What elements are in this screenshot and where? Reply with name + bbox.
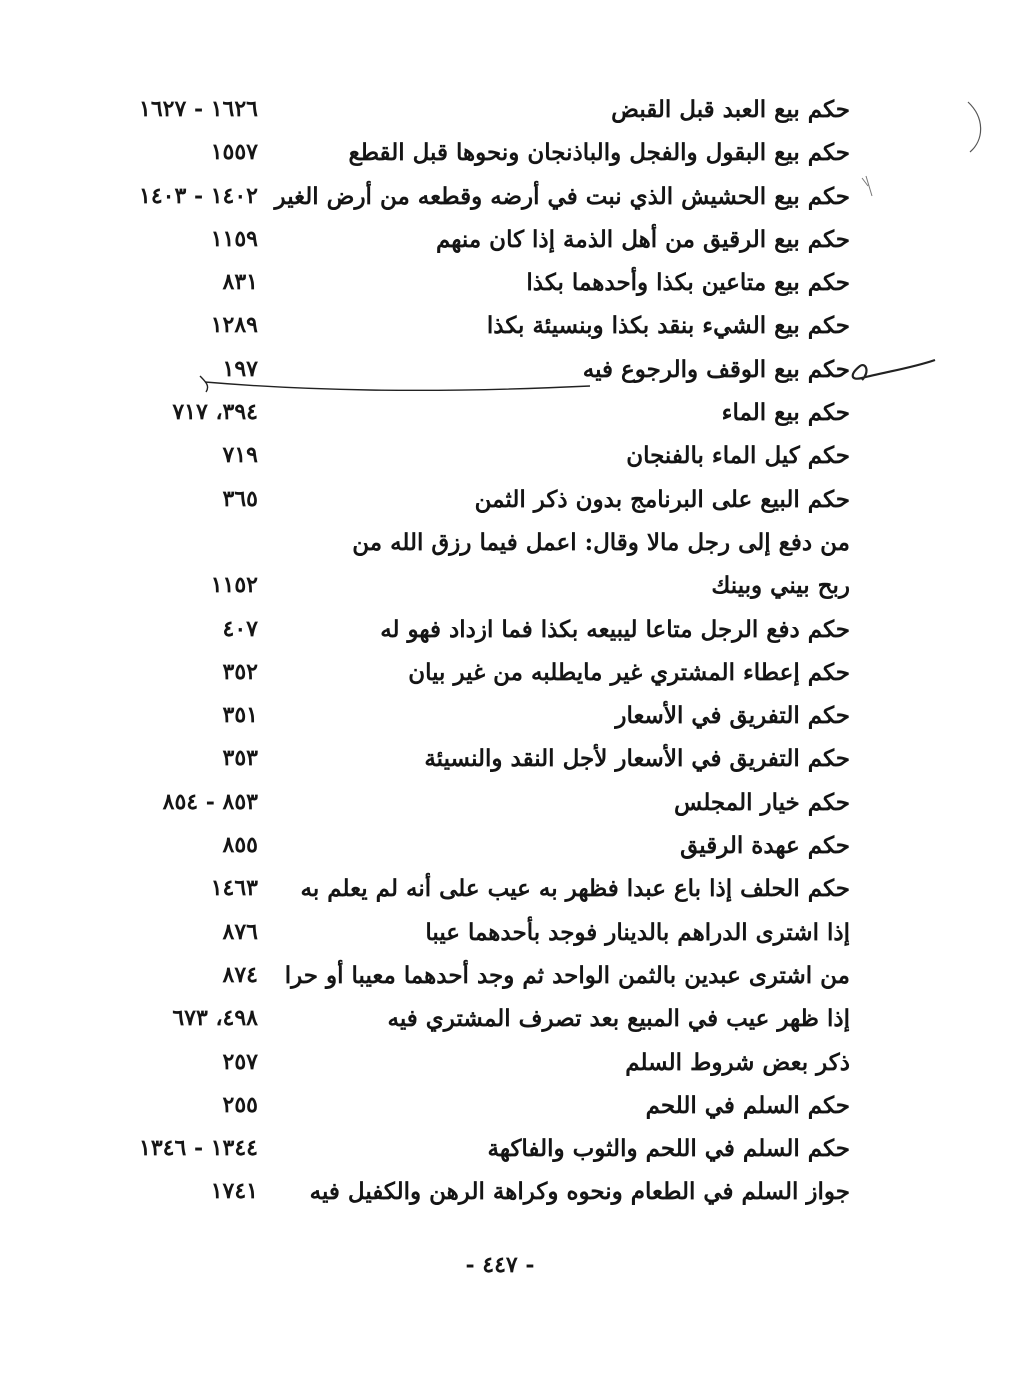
entry-topic: حكم بيع الشيء بنقد بكذا وبنسيئة بكذا <box>486 312 850 340</box>
margin-bracket-mark <box>968 102 981 152</box>
index-entry <box>130 348 850 391</box>
entry-page-refs: ١٥٥٧ <box>210 139 258 166</box>
index-entry <box>130 911 850 954</box>
entry-page-refs: ٨٥٣ - ٨٥٤ <box>162 788 258 815</box>
entry-topic: من اشترى عبدين بالثمن الواحد ثم وجد أحدهما معيبا أو حرا <box>284 961 850 989</box>
entry-page-refs: ١٢٨٩ <box>210 312 258 339</box>
margin-arrow-mark <box>853 360 935 380</box>
index-entry <box>130 131 850 174</box>
entry-page-refs: ٣٥١ <box>222 702 258 729</box>
index-entry <box>130 304 850 347</box>
entry-topic: حكم السلم في اللحم <box>645 1091 850 1119</box>
margin-scribble-mark <box>862 176 872 196</box>
entry-topic: حكم بيع متاعين بكذا وأحدهما بكذا <box>526 269 850 297</box>
entry-page-refs: ٤٠٧ <box>222 615 258 642</box>
entry-page-refs: ٧١٩ <box>222 442 258 469</box>
entry-topic: حكم بيع الحشيش الذي نبت في أرضه وقطعه من أرض الغير <box>274 182 850 210</box>
entry-page-refs: ٣٥٢ <box>222 658 258 685</box>
entry-topic: حكم عهدة الرقيق <box>680 832 850 860</box>
entry-page-refs: ٣٥٣ <box>222 745 258 772</box>
entry-topic: حكم البيع على البرنامج بدون ذكر الثمن <box>474 485 850 513</box>
index-entry <box>130 997 850 1040</box>
entry-page-refs: ١٤٠٢ - ١٤٠٣ <box>139 182 258 209</box>
index-entry <box>130 824 850 867</box>
entry-page-refs: ٢٥٧ <box>222 1048 258 1075</box>
index-entry <box>130 694 850 737</box>
index-entry <box>130 218 850 261</box>
index-entry <box>130 867 850 910</box>
entry-topic: حكم بيع الوقف والرجوع فيه <box>582 355 850 383</box>
index-entries <box>130 88 850 1214</box>
entry-page-refs: ١٧٤١ <box>210 1178 258 1205</box>
index-entry <box>130 434 850 477</box>
entry-topic: حكم الحلف إذا باع عبدا فظهر به عيب على أنه لم يعلم به <box>300 875 850 903</box>
entry-topic: حكم بيع الماء <box>721 399 850 427</box>
entry-page-refs: ١١٥٢ <box>210 572 258 599</box>
index-entry <box>130 781 850 824</box>
entry-topic: حكم بيع الرقيق من أهل الذمة إذا كان منهم <box>436 225 850 253</box>
entry-page-refs: ١٦٢٦ - ١٦٢٧ <box>139 96 258 122</box>
entry-page-refs: ٨٥٥ <box>222 832 258 859</box>
entry-topic: من دفع إلى رجل مالا وقال: اعمل فيما رزق الله من <box>352 528 850 556</box>
entry-page-refs: ٨٣١ <box>222 269 258 296</box>
page-number: - ٤٤٧ - <box>465 1252 535 1278</box>
entry-page-refs: ٤٩٨، ٦٧٣ <box>172 1005 258 1032</box>
index-entry <box>130 88 850 131</box>
index-entry <box>130 1127 850 1170</box>
entry-topic: حكم التفريق في الأسعار لأجل النقد والنسيئة <box>424 745 850 773</box>
entry-topic: حكم كيل الماء بالفنجان <box>626 442 850 470</box>
entry-page-refs: ٨٧٤ <box>222 961 258 988</box>
entry-page-refs: ٢٥٥ <box>222 1091 258 1118</box>
entry-topic: حكم السلم في اللحم والثوب والفاكهة <box>487 1135 850 1163</box>
entry-topic: حكم خيار المجلس <box>674 788 850 816</box>
entry-topic: حكم التفريق في الأسعار <box>615 702 850 730</box>
entry-topic: حكم بيع البقول والفجل والباذنجان ونحوها قبل القطع <box>348 139 850 167</box>
index-entry <box>130 1041 850 1084</box>
entry-page-refs: ١٤٦٣ <box>210 875 258 902</box>
index-entry <box>130 175 850 218</box>
index-entry <box>130 261 850 304</box>
index-entry <box>130 954 850 997</box>
index-entry <box>130 1170 850 1213</box>
entry-page-refs: ١١٥٩ <box>210 225 258 252</box>
index-entry <box>130 478 850 521</box>
entry-topic: حكم بيع العبد قبل القبض <box>611 96 850 123</box>
entry-topic: ربح بيني وبينك <box>711 572 850 600</box>
index-entry <box>130 737 850 780</box>
entry-topic: حكم إعطاء المشتري غير مايطلبه من غير بيان <box>408 658 850 686</box>
index-entry <box>130 1084 850 1127</box>
entry-topic: إذا ظهر عيب في المبيع بعد تصرف المشتري فيه <box>387 1005 850 1033</box>
entry-topic: ذكر بعض شروط السلم <box>625 1048 850 1076</box>
entry-topic: إذا اشترى الدراهم بالدينار فوجد بأحدهما عيبا <box>425 918 850 946</box>
index-entry <box>130 608 850 651</box>
index-entry <box>130 651 850 694</box>
entry-topic: حكم دفع الرجل متاعا ليبيعه بكذا فما ازداد فهو له <box>380 615 850 643</box>
entry-page-refs: ١٣٤٤ - ١٣٤٦ <box>139 1135 258 1162</box>
index-entry <box>130 391 850 434</box>
entry-topic: جواز السلم في الطعام ونحوه وكراهة الرهن والكفيل فيه <box>309 1178 850 1206</box>
index-entry <box>130 521 850 564</box>
entry-page-refs: ٨٧٦ <box>222 918 258 945</box>
index-entry <box>130 564 850 607</box>
entry-page-refs: ٣٦٥ <box>222 485 258 512</box>
entry-page-refs: ١٩٧ <box>222 355 258 382</box>
entry-page-refs: ٣٩٤، ٧١٧ <box>172 399 258 426</box>
